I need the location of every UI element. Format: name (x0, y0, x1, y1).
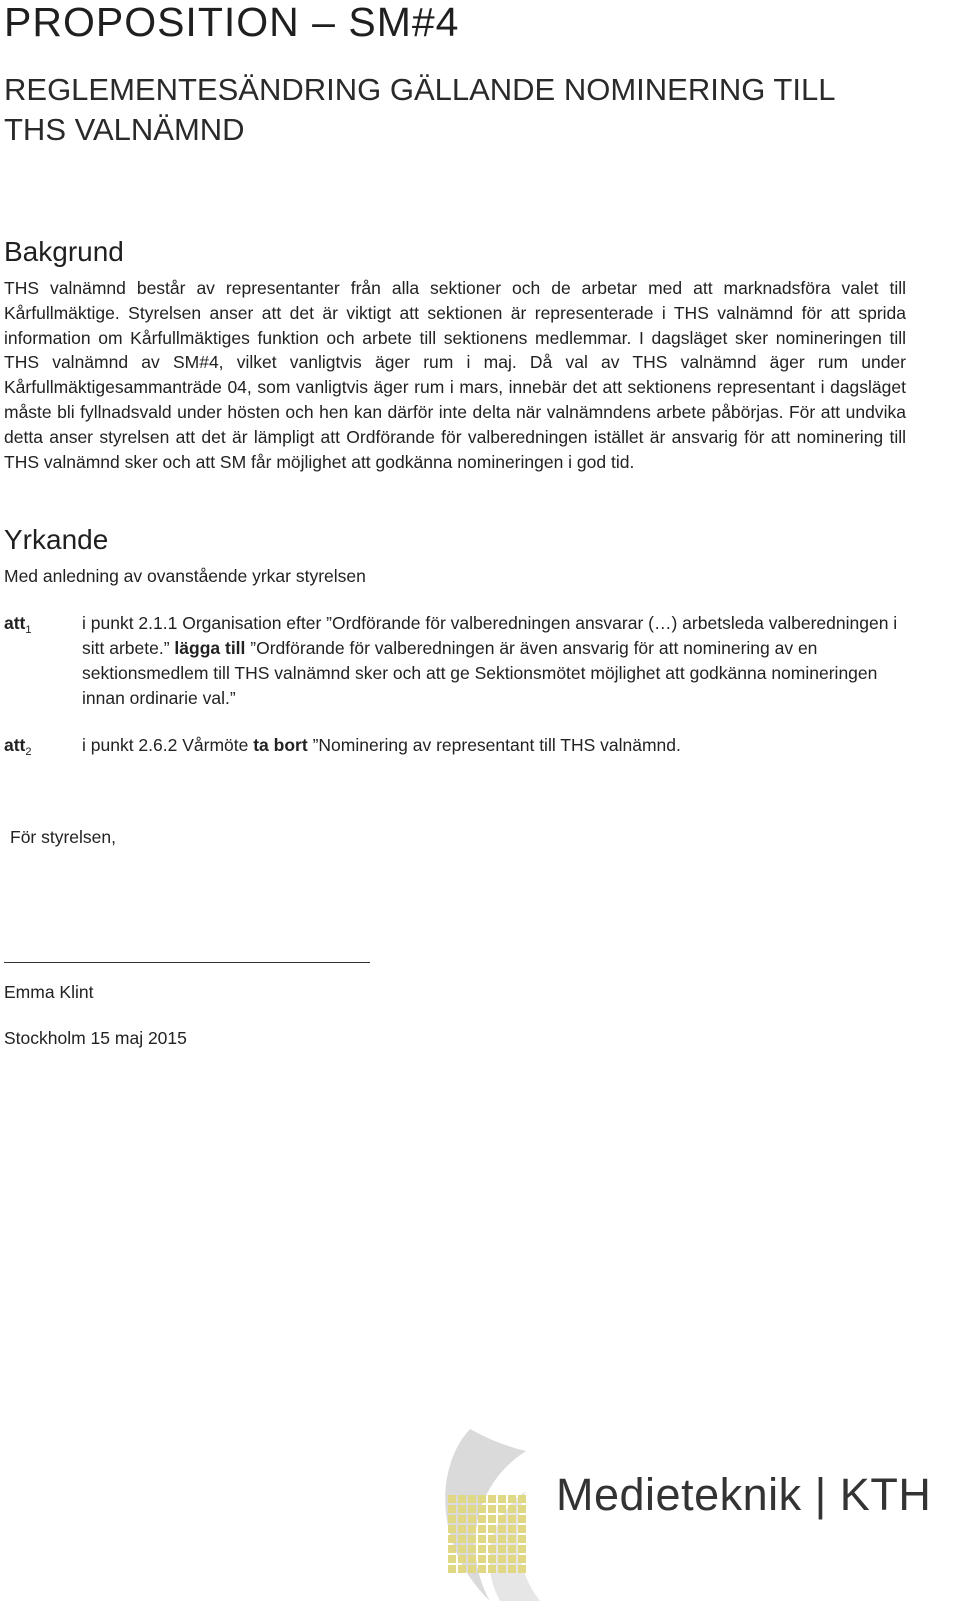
logo-grid-square (508, 1555, 516, 1563)
logo-grid-square (518, 1545, 526, 1553)
signature-closing: För styrelsen, (10, 827, 116, 847)
logo-grid-square (458, 1555, 466, 1563)
motion-text-after: ”Nominering av representant till THS valnämnd. (312, 735, 681, 755)
logo-grid-square (498, 1505, 506, 1513)
motion-text-after: ”Ordförande för valberedningen är även ansvarig för att nominering av en sektionsmedlem till THS valnämnd sker och att ge Sektionsmötet möjlighet att godkänna nomineringen innan ordinarie val.” (82, 638, 878, 708)
logo-grid-square (518, 1555, 526, 1563)
logo-grid-square (468, 1515, 476, 1523)
logo-text: Medieteknik | KTH (556, 1469, 932, 1520)
logo-grid-square (518, 1495, 526, 1503)
logo-grid-square (518, 1525, 526, 1533)
logo-grid-square (488, 1505, 496, 1513)
signature-place-date: Stockholm 15 maj 2015 (4, 1028, 187, 1048)
logo-grid-square (448, 1525, 456, 1533)
logo-grid-square (508, 1535, 516, 1543)
logo-grid-square (508, 1565, 516, 1573)
logo-grid-square (468, 1565, 476, 1573)
logo-grid-square (518, 1565, 526, 1573)
logo-grid-square (488, 1495, 496, 1503)
logo-grid-square (448, 1515, 456, 1523)
logo-grid-square (448, 1505, 456, 1513)
motion-intro: Med anledning av ovanstående yrkar styrelsen (4, 566, 366, 586)
motion-action: ta bort (253, 735, 308, 755)
logo-grid-square (458, 1495, 466, 1503)
logo-grid-square (498, 1535, 506, 1543)
logo-grid-square (498, 1525, 506, 1533)
logo-grid-square (508, 1505, 516, 1513)
logo-grid-square (468, 1505, 476, 1513)
logo-grid-square (488, 1565, 496, 1573)
logo-grid-square (458, 1565, 466, 1573)
logo-grid-square (458, 1525, 466, 1533)
motion-item-2 (82, 733, 912, 758)
motion-label-1 (4, 611, 32, 643)
logo-grid-square (448, 1545, 456, 1553)
document-subtitle: REGLEMENTESÄNDRING GÄLLANDE NOMINERING TILL THS VALNÄMND (4, 72, 835, 147)
logo-grid-square (468, 1555, 476, 1563)
logo-grid-square (458, 1515, 466, 1523)
logo-grid-square (458, 1505, 466, 1513)
logo-grid-square (508, 1515, 516, 1523)
logo-grid-square (478, 1565, 486, 1573)
logo-grid-square (488, 1525, 496, 1533)
signature-name: Emma Klint (4, 982, 94, 1002)
background-heading: Bakgrund (4, 236, 124, 267)
motion-action: lägga till (174, 638, 246, 658)
logo-grid-square (508, 1495, 516, 1503)
logo-grid-square (498, 1555, 506, 1563)
logo-grid-square (478, 1555, 486, 1563)
motion-label-text: att (4, 735, 26, 755)
signature-line (4, 962, 370, 963)
motion-heading: Yrkande (4, 524, 109, 555)
logo-grid-square (478, 1495, 486, 1503)
motion-item-1 (82, 611, 912, 711)
logo-grid-square (478, 1525, 486, 1533)
logo-grid-square (498, 1495, 506, 1503)
logo-grid-square (468, 1525, 476, 1533)
logo-grid-square (518, 1515, 526, 1523)
background-paragraph: THS valnämnd består av representanter från alla sektioner och de arbetar med att marknadsföra valet till Kårfullmäktige. Styrelsen anser att det är viktigt att sektionen är representerade i THS valnämnd för att sprida information om Kårfullmäktiges funktion och arbete till sektionens medlemmar. I dagsläget sker nomineringen till THS valnämnd av SM#4, vilket vanligtvis äger rum i maj. Då val av THS valnämnd äger rum under Kårfullmäktigesammanträde 04, som vanligtvis äger rum i mars, innebär det att sektionens representant i dagsläget måste bli fyllnadsvald under hösten och hen kan därför inte delta när valnämndens arbete påbörjas. För att undvika detta anser styrelsen att det är lämpligt att Ordförande för valberedningen istället är ansvarig för att nominering till THS valnämnd sker och att SM får möjlighet att godkänna nomineringen i god tid. (4, 278, 906, 472)
logo-grid-square (508, 1525, 516, 1533)
motion-text-before: i punkt 2.6.2 Vårmöte (82, 735, 249, 755)
logo-grid-square (498, 1565, 506, 1573)
logo-grid-square (478, 1535, 486, 1543)
motion-label-number: 2 (25, 746, 32, 758)
logo-grid-square (468, 1495, 476, 1503)
logo-grid-square (518, 1505, 526, 1513)
motion-label-2 (4, 733, 32, 765)
logo-grid-square (448, 1555, 456, 1563)
logo-grid-square (508, 1545, 516, 1553)
logo-grid-square (488, 1555, 496, 1563)
logo-grid-square (498, 1545, 506, 1553)
logo-grid-square (448, 1565, 456, 1573)
logo-grid-square (458, 1545, 466, 1553)
logo-grid-square (478, 1545, 486, 1553)
logo-grid-square (488, 1545, 496, 1553)
logo-grid-square (448, 1495, 456, 1503)
logo-grid-square (488, 1515, 496, 1523)
motion-label-number: 1 (25, 624, 32, 636)
logo-grid-square (498, 1515, 506, 1523)
logo-grid-square (458, 1535, 466, 1543)
logo-grid-square (488, 1535, 496, 1543)
logo-grid-square (468, 1535, 476, 1543)
logo-grid-square (478, 1505, 486, 1513)
logo-grid-square (478, 1515, 486, 1523)
motion-text-before: i punkt 2.1.1 Organisation efter ”Ordförande för valberedningen ansvarar (…) arbetsleda valberedningen i sitt arbete.” (82, 613, 898, 658)
logo-grid-square (518, 1535, 526, 1543)
logo-grid-square (468, 1545, 476, 1553)
document-title: PROPOSITION – SM#4 (4, 0, 460, 45)
motion-label-text: att (4, 613, 26, 633)
logo-grid-square (448, 1535, 456, 1543)
